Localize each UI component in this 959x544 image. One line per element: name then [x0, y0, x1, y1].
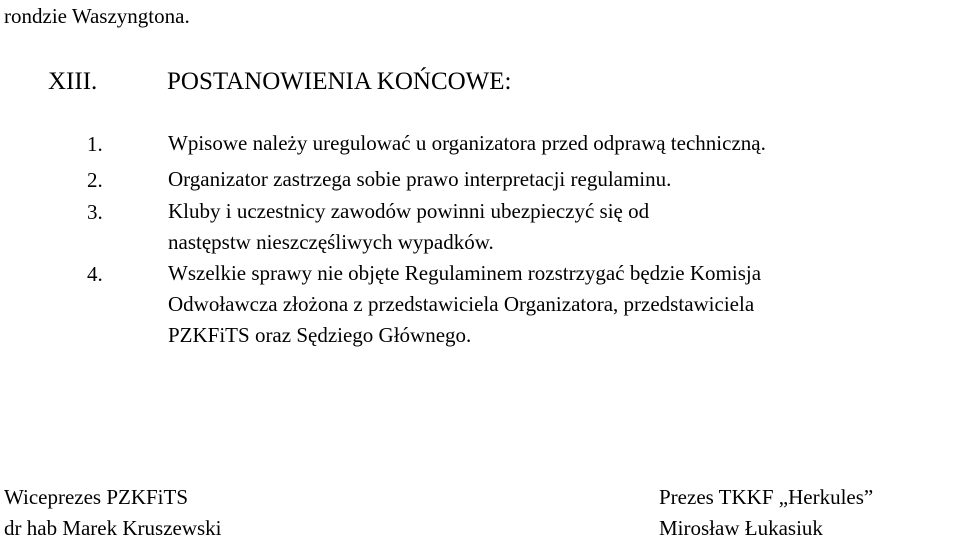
signature-name: Mirosław Łukasiuk	[659, 516, 823, 540]
section-title: POSTANOWIENIA KOŃCOWE:	[167, 68, 512, 95]
continued-text-line: rondzie Waszyngtona.	[4, 4, 190, 28]
list-item-number: 1.	[87, 132, 103, 156]
list-item-line: Wszelkie sprawy nie objęte Regulaminem rozstrzygać będzie Komisja	[168, 261, 762, 285]
signature-block-right	[659, 482, 873, 544]
list-item-line: Kluby i uczestnicy zawodów powinni ubezpieczyć się od	[168, 199, 650, 223]
signature-block-left	[4, 482, 222, 544]
list-item-line: PZKFiTS oraz Sędziego Głównego.	[168, 323, 472, 347]
list-item-line: Wpisowe należy uregulować u organizatora przed odprawą techniczną.	[168, 131, 766, 155]
list-item-line: Organizator zastrzega sobie prawo interpretacji regulaminu.	[168, 167, 672, 191]
list-item-line: Odwoławcza złożona z przedstawiciela Organizatora, przedstawiciela	[168, 292, 755, 316]
list-item-text	[168, 196, 649, 258]
list-item-number: 3.	[87, 200, 103, 224]
list-item-number: 2.	[87, 168, 103, 192]
signature-name: dr hab Marek Kruszewski	[4, 516, 222, 540]
signature-role: Wiceprezes PZKFiTS	[4, 485, 189, 509]
list-item-text	[168, 128, 766, 159]
list-item-number: 4.	[87, 262, 103, 286]
signature-role: Prezes TKKF „Herkules”	[659, 485, 874, 509]
section-number: XIII.	[48, 68, 98, 95]
list-item-line: następstw nieszczęśliwych wypadków.	[168, 230, 494, 254]
list-item-text	[168, 164, 671, 195]
list-item-text	[168, 258, 761, 351]
